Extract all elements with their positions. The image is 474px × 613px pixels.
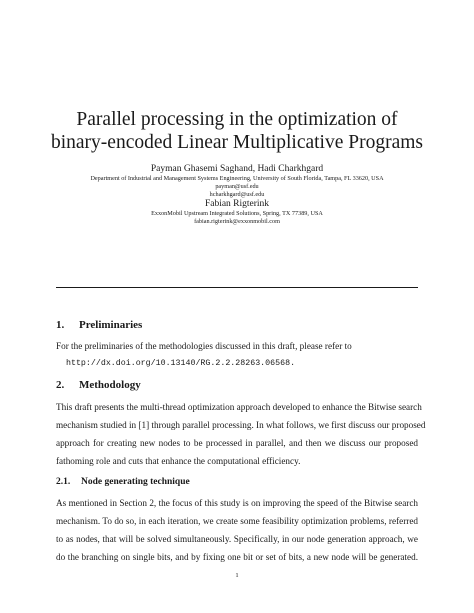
affiliation-1: Department of Industrial and Management Systems Engineering, University of South Florida, Tampa, FL 33620, USA bbox=[90, 175, 384, 182]
section-1-heading bbox=[56, 319, 142, 332]
subsection-2-1-line-2: mechanism. To do so, in each iteration, we create some feasibility optimization problems, referred bbox=[56, 516, 418, 526]
email-hadi: hcharkhgard@usf.edu bbox=[209, 191, 265, 198]
author-names-1: Payman Ghasemi Saghand, Hadi Charkhgard bbox=[150, 164, 324, 174]
subsection-2-1-line-1: As mentioned in Section 2, the focus of this study is on improving the speed of the Bitwise search bbox=[56, 498, 418, 508]
section-2-line-3: approach for creating new nodes to be processed in parallel, and then we discuss our proposed bbox=[56, 438, 418, 448]
section-2-line-4: fathoming role and cuts that enhance the computational efficiency. bbox=[56, 456, 301, 466]
section-2-number: 2. bbox=[56, 379, 65, 391]
subsection-2-1-number: 2.1. bbox=[56, 477, 71, 487]
section-1-text: For the preliminaries of the methodologies discussed in this draft, please refer to bbox=[56, 341, 352, 351]
doi-link[interactable] bbox=[66, 358, 295, 369]
subsection-2-1-heading bbox=[56, 476, 190, 488]
author-names-2: Fabian Rigterink bbox=[204, 199, 270, 209]
email-fabian: fabian.rigterink@exxonmobil.com bbox=[194, 218, 280, 225]
author-block-1 bbox=[20, 164, 454, 199]
title-line-2: binary-encoded Linear Multiplicative Programs bbox=[50, 132, 423, 153]
subsection-2-1-line-4: do the branching on single bits, and by fixing one bit or set of bits, a new node will be generated. bbox=[56, 552, 418, 562]
section-1-title: Preliminaries bbox=[79, 319, 143, 331]
doi-link-text[interactable]: http://dx.doi.org/10.13140/RG.2.2.28263.06568 bbox=[66, 359, 291, 368]
author-block-2 bbox=[20, 199, 454, 226]
section-2-line-1: This draft presents the multi-thread optimization approach developed to enhance the Bitwise search bbox=[56, 402, 422, 412]
email-payman: payman@usf.edu bbox=[215, 183, 259, 190]
section-2-title: Methodology bbox=[79, 379, 141, 391]
title-divider bbox=[56, 287, 418, 288]
doi-link-period: . bbox=[290, 359, 296, 368]
section-2-heading bbox=[56, 379, 141, 392]
subsection-2-1-title: Node generating technique bbox=[81, 477, 190, 487]
section-1-number: 1. bbox=[56, 319, 65, 331]
subsection-2-1-line-3: to as nodes, that will be solved simultaneously. Specifically, in our node generation approach, we bbox=[56, 534, 418, 544]
paper-title bbox=[40, 108, 434, 154]
title-line-1: Parallel processing in the optimization of bbox=[76, 109, 398, 130]
section-2-line-2: mechanism studied in [1] through parallel processing. In what follows, we first discuss our proposed bbox=[56, 420, 426, 430]
affiliation-2: ExxonMobil Upstream Integrated Solutions, Spring, TX 77389, USA bbox=[151, 210, 323, 217]
page-number: 1 bbox=[235, 572, 239, 579]
